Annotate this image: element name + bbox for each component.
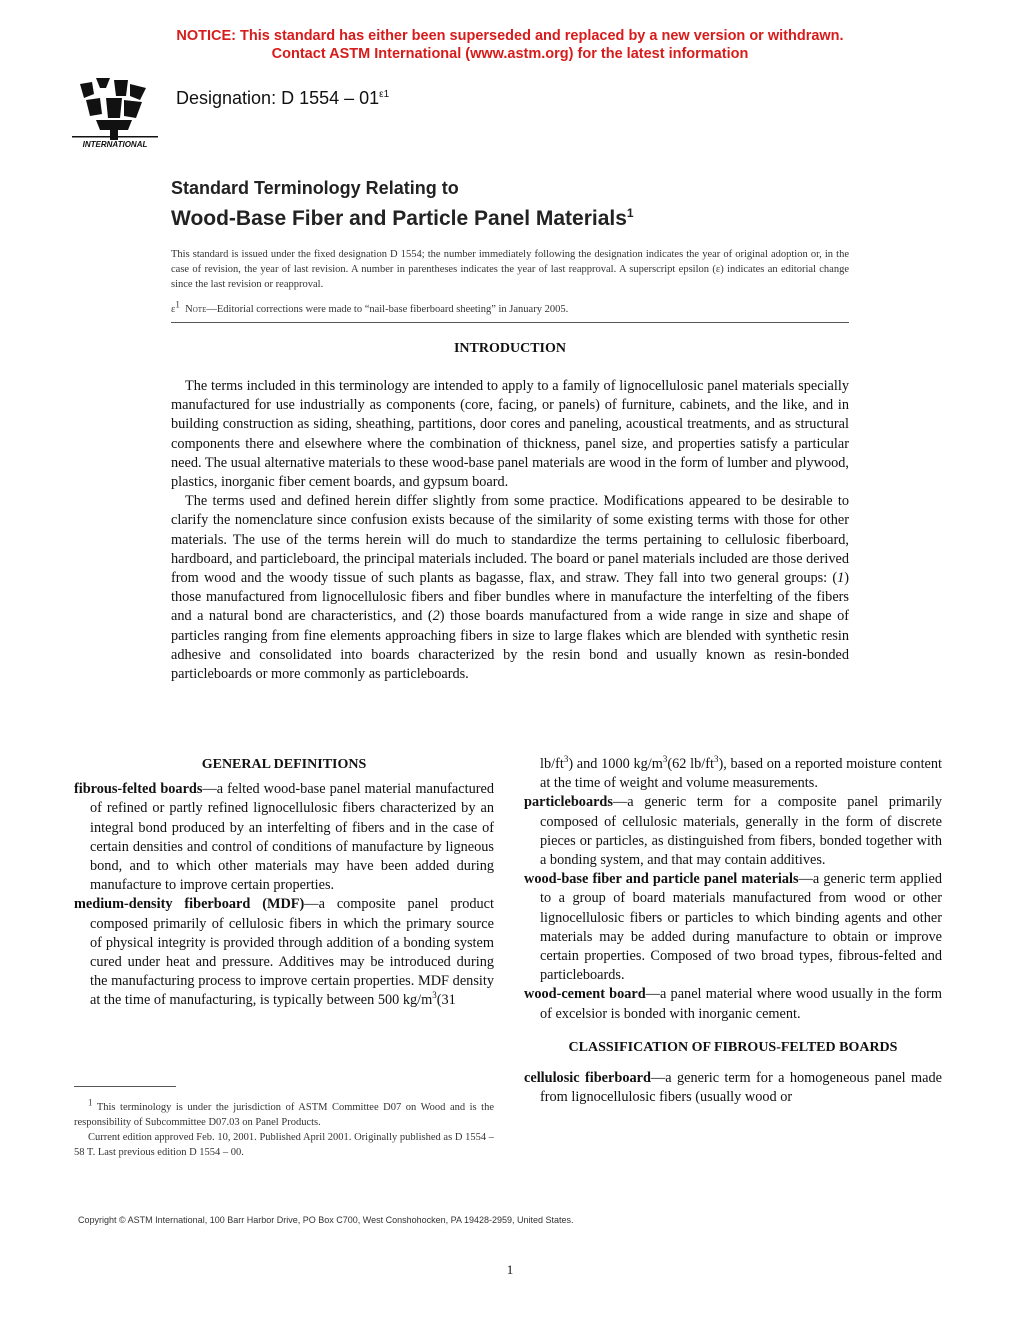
title-line-1: Standard Terminology Relating to: [171, 178, 459, 198]
footnote-1: $^1$ This terminology is under the jurisdiction of ASTM Committee D07 on Wood and is the responsibility of Subcommittee D07.03 on Panel Products.: [74, 1097, 495, 1128]
designation-text: Designation: D 1554 – 01: [176, 88, 380, 108]
page-number: 1: [506, 1262, 514, 1277]
epsilon-note: $\varepsilon^1$ Note—Editorial corrections were made to “nail-base fiberboard sheeting” in January 2005.: [171, 299, 569, 315]
general-definitions-heading: GENERAL DEFINITIONS: [201, 757, 367, 772]
issued-note: This standard is issued under the fixed designation D 1554; the number immediately following the designation indicates the year of original adoption or, in the case of revision, the year of last revision. A number in parentheses indicates the year of last reapproval. A superscript epsilon (ε) indicates an editorial change since the last revision or reapproval.: [171, 249, 849, 290]
copyright: Copyright © ASTM International, 100 Barr Harbor Drive, PO Box C700, West Conshohocken, PA 19428-2959, United States.: [78, 1215, 574, 1225]
title-footnote-mark: 1: [626, 206, 634, 220]
notice-banner: [0, 27, 1020, 63]
introduction-heading: INTRODUCTION: [453, 341, 566, 356]
definition-cellulosic-fiberboard: cellulosic fiberboard—a generic term for a homogeneous panel made from lignocellulosic fibers (usually wood or: [524, 1070, 942, 1106]
definition-mdf: medium-density fiberboard (MDF)—a composite panel product composed primarily of cellulosic fibers in which the primary source of physical integrity is provided through addition of a bonding system cured under heat and pressure. Additives may be introduced during the manufacturing process to improve certain properties. MDF density at the time of manufacturing, is typically between 500 $kg/m^3(31$: [74, 896, 495, 1009]
definition-particleboards: particleboards—a generic term for a composite panel primarily composed of cellulosic materials, generally in the form of discrete pieces or particles, as distinguished from fibers, bonded together with a bonding system, and that may contain additives.: [524, 794, 942, 869]
footnotes: [74, 1097, 495, 1160]
footnote-divider: [74, 1086, 176, 1087]
definition-mdf-continued: $lb/ft^3$) and 1000 $kg/m^3(62$ $lb/ft^3$), based on a reported moisture content at the time of weight and volume measurements.: [540, 754, 943, 792]
title-line-2: Wood-Base Fiber and Particle Panel Materials: [171, 207, 627, 230]
left-column: [74, 755, 494, 1011]
notice-line-1: NOTICE: This standard has either been superseded and replaced by a new version or withdrawn.: [176, 28, 844, 44]
intro-paragraph-2: The terms used and defined herein differ slightly from some practice. Modifications appeared to be desirable to clarify the nomenclature since confusion exists because of the similarity of some existing terms with those for other materials. The use of the terms herein will do much to standardize the terms pertaining to cellulosic fiberboard, hardboard, and particleboard, the principal materials included. The board or panel materials included are those derived from wood and the woody tissue of such plants as bagasse, flax, and straw. They fall into two general groups: (1) those manufactured from lignocellulosic fibers and fiber bundles where in manufacture the interfelting of the fibers and a natural bond are characteristics, and (2) those boards manufactured from a wide range in size and shape of particles ranging from fine elements approaching fibers in size to large flakes which are blended with synthetic resin adhesive and consolidated into boards characterized by the resin bond and usually known as resin-bonded particleboards or more commonly as particleboards.: [171, 493, 849, 683]
definition-wood-cement-board: wood-cement board—a panel material where wood usually in the form of excelsior is bonded with inorganic cement.: [524, 986, 942, 1022]
classification-heading: CLASSIFICATION OF FIBROUS-FELTED BOARDS: [568, 1039, 898, 1055]
introduction-body: [171, 377, 849, 684]
definition-wood-base-panel-materials: wood-base fiber and particle panel materials—a generic term applied to a group of board materials manufactured from wood or other lignocellulosic fibers or particles to which binding agents and other materials may be added during manufacture to obtain or improve certain properties. Composed of two broad types, fibrous-felted and particleboards.: [524, 871, 942, 984]
note-label: Note: [185, 304, 207, 315]
right-column: [524, 755, 942, 1107]
notice-line-2: Contact ASTM International (www.astm.org) for the latest information: [271, 46, 749, 62]
designation: [176, 88, 389, 109]
intro-paragraph-1: The terms included in this terminology are intended to apply to a family of lignocellulosic panel materials specially manufactured for use industrially as components (core, facing, or panels) of furniture, cabinets, and the like, and in building construction as siding, sheathing, partitions, door cores and paneling, acoustical treatments, and as structural components there and elsewhere where the combination of thickness, panel size, and properties satisfy a particular need. The usual alternative materials to these wood-base panel materials are wood in the form of lumber and plywood, plastics, inorganic fiber cement boards, and gypsum board.: [171, 378, 849, 491]
footnote-2: Current edition approved Feb. 10, 2001. Published April 2001. Originally published as D 1554 – 58 T. Last previous edition D 1554 – 00.: [74, 1132, 494, 1158]
designation-sup: ε1: [379, 89, 390, 100]
astm-logo: [66, 74, 164, 150]
logo-wordmark: INTERNATIONAL: [82, 140, 148, 149]
definition-fibrous-felted-boards: fibrous-felted boards—a felted wood-base panel material manufactured of refined or partly refined lignocellulosic fibers characterized by an integral bond produced by an interfelting of fibers and in the case of certain densities and control of conditions of manufacture by ligneous bond, and to which other materials may have been added during manufacture to improve certain properties.: [74, 781, 494, 894]
divider: [171, 322, 849, 323]
page-title: [171, 176, 634, 232]
